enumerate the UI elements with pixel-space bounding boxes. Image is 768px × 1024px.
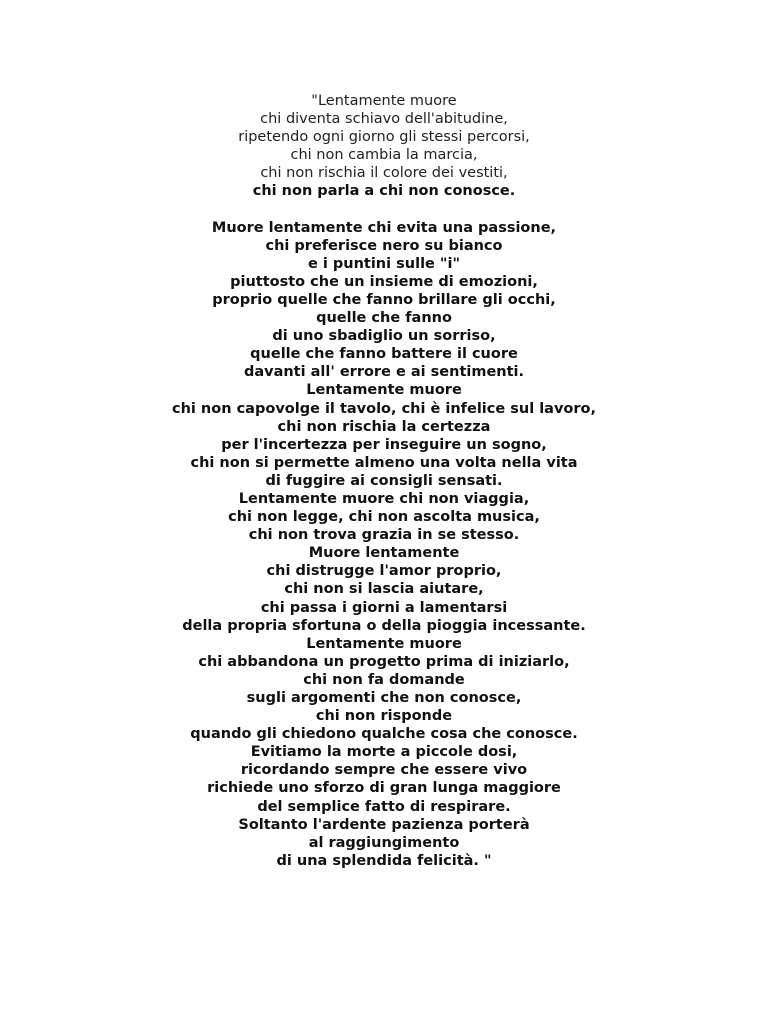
poem-line: di una splendida felicità. " — [276, 852, 492, 869]
poem-line: quelle che fanno battere il cuore — [250, 346, 518, 363]
poem-line: chi abbandona un progetto prima di iniziarlo, — [198, 653, 570, 670]
poem-line: Lentamente muore — [306, 382, 462, 399]
poem-line: quando gli chiedono qualche cosa che conosce. — [190, 726, 578, 743]
poem-line: chi non si permette almeno una volta nella vita — [190, 454, 578, 471]
poem-line: piuttosto che un insieme di emozioni, — [230, 273, 538, 290]
poem-line: chi non capovolge il tavolo, chi è infelice sul lavoro, — [172, 400, 596, 417]
poem-line: del semplice fatto di respirare. — [257, 798, 511, 815]
poem-line: chi passa i giorni a lamentarsi — [260, 599, 508, 616]
poem-line: "Lentamente muore — [311, 93, 457, 109]
poem-line: Evitiamo la morte a piccole dosi, — [250, 744, 518, 761]
poem-line: chi diventa schiavo dell'abitudine, — [260, 111, 508, 128]
poem-line: chi non risponde — [315, 708, 453, 725]
poem-line: al raggiungimento — [308, 834, 460, 851]
poem-line: chi non parla a chi non conosce. — [252, 183, 516, 200]
poem-line: ricordando sempre che essere vivo — [240, 762, 528, 779]
poem-line: chi non cambia la marcia, — [290, 147, 478, 164]
poem-line: per l'incertezza per inseguire un sogno, — [221, 436, 547, 453]
poem-line: chi non fa domande — [303, 671, 465, 688]
poem-line: chi non rischia la certezza — [277, 418, 491, 435]
poem-line: e i puntini sulle "i" — [307, 255, 461, 272]
poem-line: di fuggire ai consigli sensati. — [265, 472, 503, 489]
poem-line: Muore lentamente chi evita una passione, — [211, 219, 557, 236]
poem-line: di uno sbadiglio un sorriso, — [272, 328, 496, 345]
poem-line: ripetendo ogni giorno gli stessi percorsi, — [238, 129, 530, 146]
poem-line: chi distrugge l'amor proprio, — [266, 563, 502, 580]
poem-line: Muore lentamente — [308, 545, 460, 562]
poem-text — [0, 92, 768, 870]
poem-line: chi non si lascia aiutare, — [284, 581, 484, 598]
poem-line: della propria sfortuna o della pioggia incessante. — [182, 617, 586, 634]
poem-line: chi non rischia il colore dei vestiti, — [260, 165, 508, 182]
poem-line: Soltanto l'ardente pazienza porterà — [238, 816, 530, 833]
poem-line: Lentamente muore chi non viaggia, — [238, 490, 530, 507]
poem-line: chi preferisce nero su bianco — [265, 237, 503, 254]
poem-line: davanti all' errore e ai sentimenti. — [243, 364, 525, 381]
poem-line: Lentamente muore — [306, 635, 462, 652]
poem-stanza-2 — [0, 219, 768, 870]
poem-line: chi non legge, chi non ascolta musica, — [228, 509, 540, 526]
poem-line: richiede uno sforzo di gran lunga maggiore — [207, 780, 561, 797]
poem-line: proprio quelle che fanno brillare gli occhi, — [212, 291, 556, 308]
poem-line: sugli argomenti che non conosce, — [246, 690, 522, 706]
poem-line: chi non trova grazia in se stesso. — [248, 527, 520, 544]
poem-line: quelle che fanno — [316, 310, 452, 327]
poem-stanza-1 — [0, 92, 768, 201]
